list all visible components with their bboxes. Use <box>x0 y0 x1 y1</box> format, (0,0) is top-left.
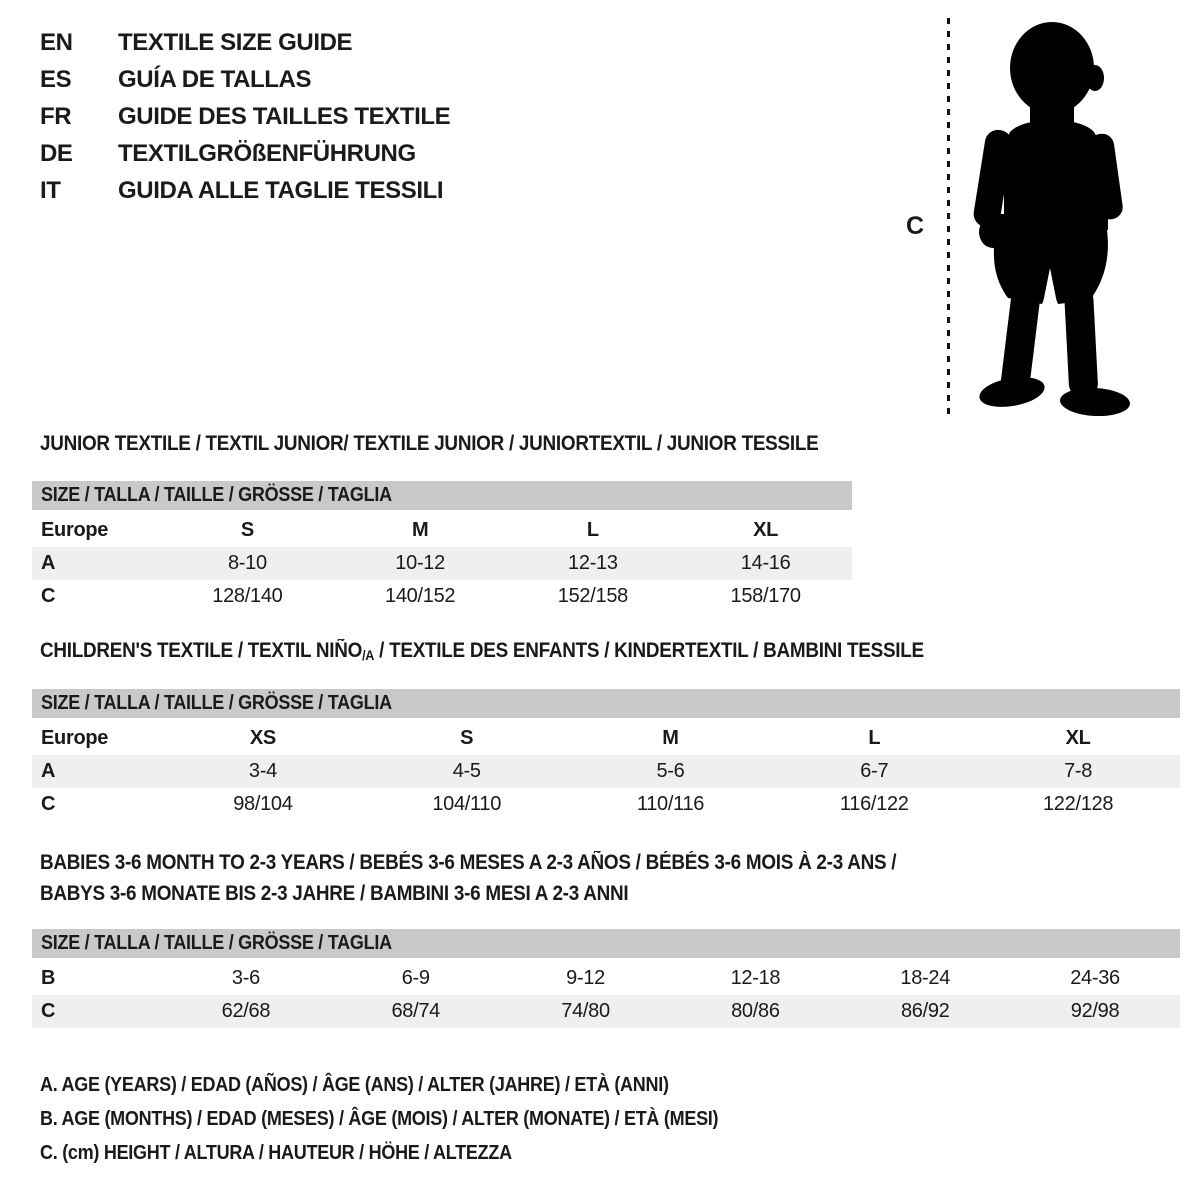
row-label: B <box>41 967 56 989</box>
size-column-s: S <box>460 727 474 749</box>
table-row-height <box>32 995 1180 1028</box>
size-column-s: S <box>240 519 254 541</box>
cell-value: 122/128 <box>1042 793 1114 815</box>
children-title-prefix: CHILDREN'S TEXTILE / TEXTIL NIÑO <box>40 639 363 662</box>
height-measure-label: C <box>906 212 925 240</box>
babies-section-title <box>40 847 991 909</box>
row-label: C <box>41 793 56 815</box>
height-dashed-line <box>947 18 950 416</box>
language-row-de <box>40 135 450 172</box>
size-column-l: L <box>586 519 599 541</box>
size-header-bar: SIZE / TALLA / TAILLE / GRÖSSE / TAGLIA <box>32 481 852 510</box>
cell-value: 116/122 <box>839 793 909 815</box>
language-code: ES <box>40 65 72 93</box>
row-label: A <box>41 760 56 782</box>
table-column-header-row <box>32 722 1180 755</box>
size-column-xs: XS <box>249 727 276 749</box>
babies-title-line2: BABYS 3-6 MONATE BIS 2-3 JAHRE / BAMBINI 3-6 MESI A 2-3 ANNI <box>40 882 629 905</box>
language-row-en <box>40 24 450 61</box>
language-code: FR <box>40 102 72 130</box>
children-size-table <box>32 689 1180 821</box>
language-code: EN <box>40 28 73 56</box>
table-row-age-months <box>32 962 1180 995</box>
size-column-m: M <box>411 519 429 541</box>
children-section-title <box>40 639 1022 663</box>
cell-value: 86/92 <box>900 1000 950 1022</box>
legend-height-cm: C. (cm) HEIGHT / ALTURA / HAUTEUR / HÖHE / ALTEZZA <box>40 1142 512 1164</box>
cell-value: 158/170 <box>730 585 801 607</box>
measurement-legend <box>40 1068 794 1170</box>
guide-title-it: GUIDA ALLE TAGLIE TESSILI <box>118 176 444 204</box>
cell-value: 152/158 <box>557 585 628 607</box>
cell-value: 62/68 <box>221 1000 271 1022</box>
cell-value: 24-36 <box>1070 967 1120 989</box>
cell-value: 92/98 <box>1070 1000 1120 1022</box>
cell-value: 3-4 <box>248 760 277 782</box>
cell-value: 128/140 <box>212 585 283 607</box>
language-code: IT <box>40 176 61 204</box>
row-label: C <box>41 1000 56 1022</box>
cell-value: 68/74 <box>391 1000 441 1022</box>
babies-title-line1: BABIES 3-6 MONTH TO 2-3 YEARS / BEBÉS 3-6 MESES A 2-3 AÑOS / BÉBÉS 3-6 MOIS À 2-3 ANS / <box>40 851 897 874</box>
guide-title-de: TEXTILGRÖßENFÜHRUNG <box>118 139 416 167</box>
cell-value: 140/152 <box>385 585 456 607</box>
cell-value: 7-8 <box>1064 760 1093 782</box>
junior-section-title: JUNIOR TEXTILE / TEXTIL JUNIOR/ TEXTILE JUNIOR / JUNIORTEXTIL / JUNIOR TESSILE <box>40 432 819 455</box>
language-title-list <box>40 24 450 209</box>
language-row-fr <box>40 98 450 135</box>
cell-value: 74/80 <box>561 1000 610 1022</box>
guide-title-es: GUÍA DE TALLAS <box>118 65 312 93</box>
cell-value: 98/104 <box>233 793 293 815</box>
size-header-bar: SIZE / TALLA / TAILLE / GRÖSSE / TAGLIA <box>32 929 1180 958</box>
cell-value: 104/110 <box>432 793 502 815</box>
cell-value: 110/116 <box>636 793 705 815</box>
region-column-header: Europe <box>41 727 109 749</box>
size-column-xl: XL <box>753 519 779 541</box>
cell-value: 12-18 <box>730 967 781 989</box>
size-header-bar: SIZE / TALLA / TAILLE / GRÖSSE / TAGLIA <box>32 689 1180 718</box>
babies-size-table <box>32 929 1180 1028</box>
cell-value: 18-24 <box>900 967 951 989</box>
cell-value: 4-5 <box>452 760 481 782</box>
cell-value: 6-7 <box>860 760 889 782</box>
table-row-age <box>32 755 1180 788</box>
cell-value: 8-10 <box>227 552 267 574</box>
row-label: C <box>41 585 56 607</box>
children-title-suffix: / TEXTILE DES ENFANTS / KINDERTEXTIL / BAMBINI TESSILE <box>374 639 924 662</box>
region-column-header: Europe <box>41 519 109 541</box>
size-column-l: L <box>868 727 881 749</box>
language-code: DE <box>40 139 73 167</box>
cell-value: 5-6 <box>656 760 685 782</box>
language-row-es <box>40 61 450 98</box>
table-row-height <box>32 788 1180 821</box>
cell-value: 14-16 <box>740 552 791 574</box>
table-row-height <box>32 580 852 613</box>
size-column-m: M <box>662 727 679 749</box>
table-row-age <box>32 547 852 580</box>
toddler-silhouette-icon <box>962 12 1138 416</box>
junior-size-table <box>32 481 852 613</box>
cell-value: 9-12 <box>566 967 605 989</box>
row-label: A <box>41 552 56 574</box>
cell-value: 80/86 <box>731 1000 780 1022</box>
children-title-subscript: /A <box>362 647 375 663</box>
size-column-xl: XL <box>1065 727 1091 749</box>
guide-title-fr: GUIDE DES TAILLES TEXTILE <box>118 102 451 130</box>
table-column-header-row <box>32 514 852 547</box>
cell-value: 3-6 <box>231 967 260 989</box>
cell-value: 12-13 <box>568 552 618 574</box>
legend-age-years: A. AGE (YEARS) / EDAD (AÑOS) / ÂGE (ANS) / ALTER (JAHRE) / ETÀ (ANNI) <box>40 1074 669 1096</box>
language-row-it <box>40 172 450 209</box>
guide-title-en: TEXTILE SIZE GUIDE <box>118 28 353 56</box>
legend-age-months: B. AGE (MONTHS) / EDAD (MESES) / ÂGE (MOIS) / ALTER (MONATE) / ETÀ (MESI) <box>40 1108 719 1130</box>
cell-value: 10-12 <box>395 552 445 574</box>
cell-value: 6-9 <box>401 967 430 989</box>
